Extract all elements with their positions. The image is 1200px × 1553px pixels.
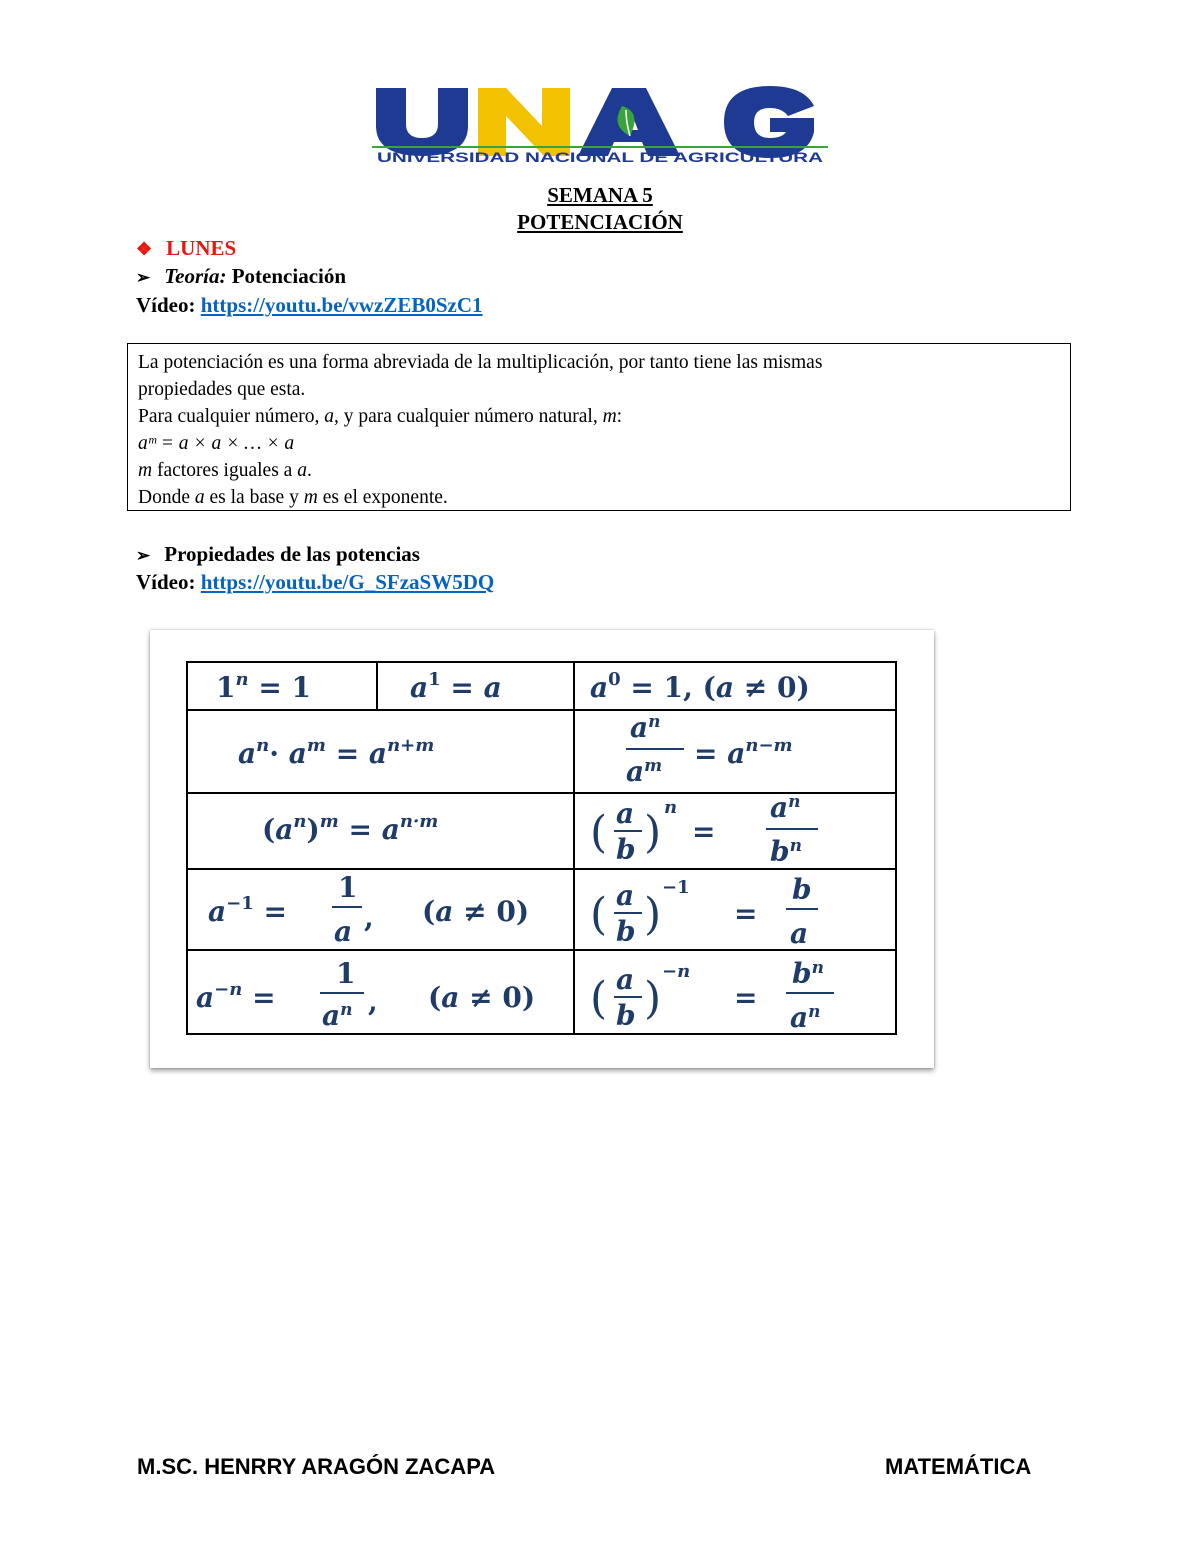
video-label: Vídeo: [136,293,196,317]
definition-line: La potenciación es una forma abreviada de la multiplicación, por tanto tiene las mismas [138,352,823,373]
properties-table [186,661,897,1035]
svg-text:a: a [616,879,635,912]
svg-text:b: b [616,999,636,1032]
svg-text:b: b [616,833,636,866]
svg-text:1: 1 [336,957,356,990]
theory-video-line [136,293,483,318]
svg-text:a: a [790,917,809,950]
svg-text:bn: $b^n$ [770,835,802,868]
definition-box [127,343,1071,511]
svg-text:=: = [734,981,758,1014]
video-label: Vídeo: [136,570,196,594]
svg-text:−n: −n [662,961,691,982]
definition-formula: aᵐ = a × a × … × a [138,433,295,454]
svg-text:(: ( [590,807,608,858]
svg-text:1n = 1: $1^n = 1$ [216,669,312,704]
topic-title: POTENCIACIÓN [517,210,683,234]
theory-value: Potenciación [231,264,347,288]
properties-video-line [136,570,494,595]
svg-text:a−n =: $a^{-n}$ = [196,979,276,1014]
svg-text:am: $a^m$ [626,755,663,788]
day-heading [136,236,236,261]
logo-subtitle: UNIVERSIDAD NACIONAL DE AGRICULTURA [377,150,824,165]
definition-line: m factores iguales a a. [138,460,312,481]
svg-text:b: b [616,915,636,948]
svg-text:): ) [644,807,662,858]
footer-author: M.SC. HENRRY ARAGÓN ZACAPA [137,1454,496,1479]
svg-text:): ) [644,973,662,1024]
svg-text:): ) [644,889,662,940]
svg-text:an: $a^n$ [790,1001,821,1034]
diamond-bullet-icon: ❖ [136,239,153,259]
svg-text:(a ≠ 0): (a ≠ 0) [422,895,530,928]
svg-text:a1 = a: $a^1 = a$ [410,669,502,704]
definition-line: propiedades que esta. [138,379,306,400]
definition-line: Para cualquier número, a, y para cualquier número natural, m: [138,406,623,427]
svg-text:an· am = an+m: $a^n\cdot a^m = a^{n+m}$ [238,735,435,770]
svg-text:n: n [664,797,678,818]
svg-text:(a ≠ 0): (a ≠ 0) [428,981,536,1014]
svg-text:=: = [692,815,716,848]
svg-text:a: a [616,963,635,996]
day-label: LUNES [166,236,237,260]
svg-text:,: , [368,985,378,1018]
theory-line [136,264,346,289]
svg-text:(: ( [590,973,608,1024]
footer-subject: MATEMÁTICA [885,1454,1032,1479]
svg-text:a: a [334,915,353,948]
svg-text:−1: −1 [662,877,690,898]
svg-text:(: ( [590,889,608,940]
properties-label: Propiedades de las potencias [164,542,420,566]
svg-text:=: = [734,897,758,930]
unag-logo [372,84,828,168]
properties-line [136,542,420,567]
svg-text:a0 = 1, (a ≠ 0): $a^0 = 1$, (a ≠ 0) [590,669,810,704]
svg-text:a−1 =: $a^{-1}$ = [208,893,287,928]
properties-video-link[interactable]: https://youtu.be/G_SFzaSW5DQ [200,570,495,594]
svg-text:= an−m: = $a^{n-m}$ [694,735,793,770]
svg-text:b: b [792,873,812,906]
svg-text:a: a [616,797,635,830]
theory-label: Teoría: [164,264,227,288]
svg-text:bn: $b^n$ [792,957,824,990]
definition-line: Donde a es la base y m es el exponente. [138,487,448,508]
arrow-bullet-icon: ➢ [136,268,151,287]
svg-text:an: $a^n$ [322,999,353,1032]
svg-text:,: , [364,901,374,934]
svg-text:(an)m = an·m: $(a^n)^m = a^{n\cdot m}$ [262,811,439,846]
week-title: SEMANA 5 [547,183,653,207]
theory-video-link[interactable]: https://youtu.be/vwzZEB0SzC1 [200,293,483,317]
svg-text:an: $a^n$ [770,791,801,824]
arrow-bullet-icon: ➢ [136,546,151,565]
svg-text:1: 1 [338,871,358,904]
svg-text:an: $a^n$ [630,711,661,744]
